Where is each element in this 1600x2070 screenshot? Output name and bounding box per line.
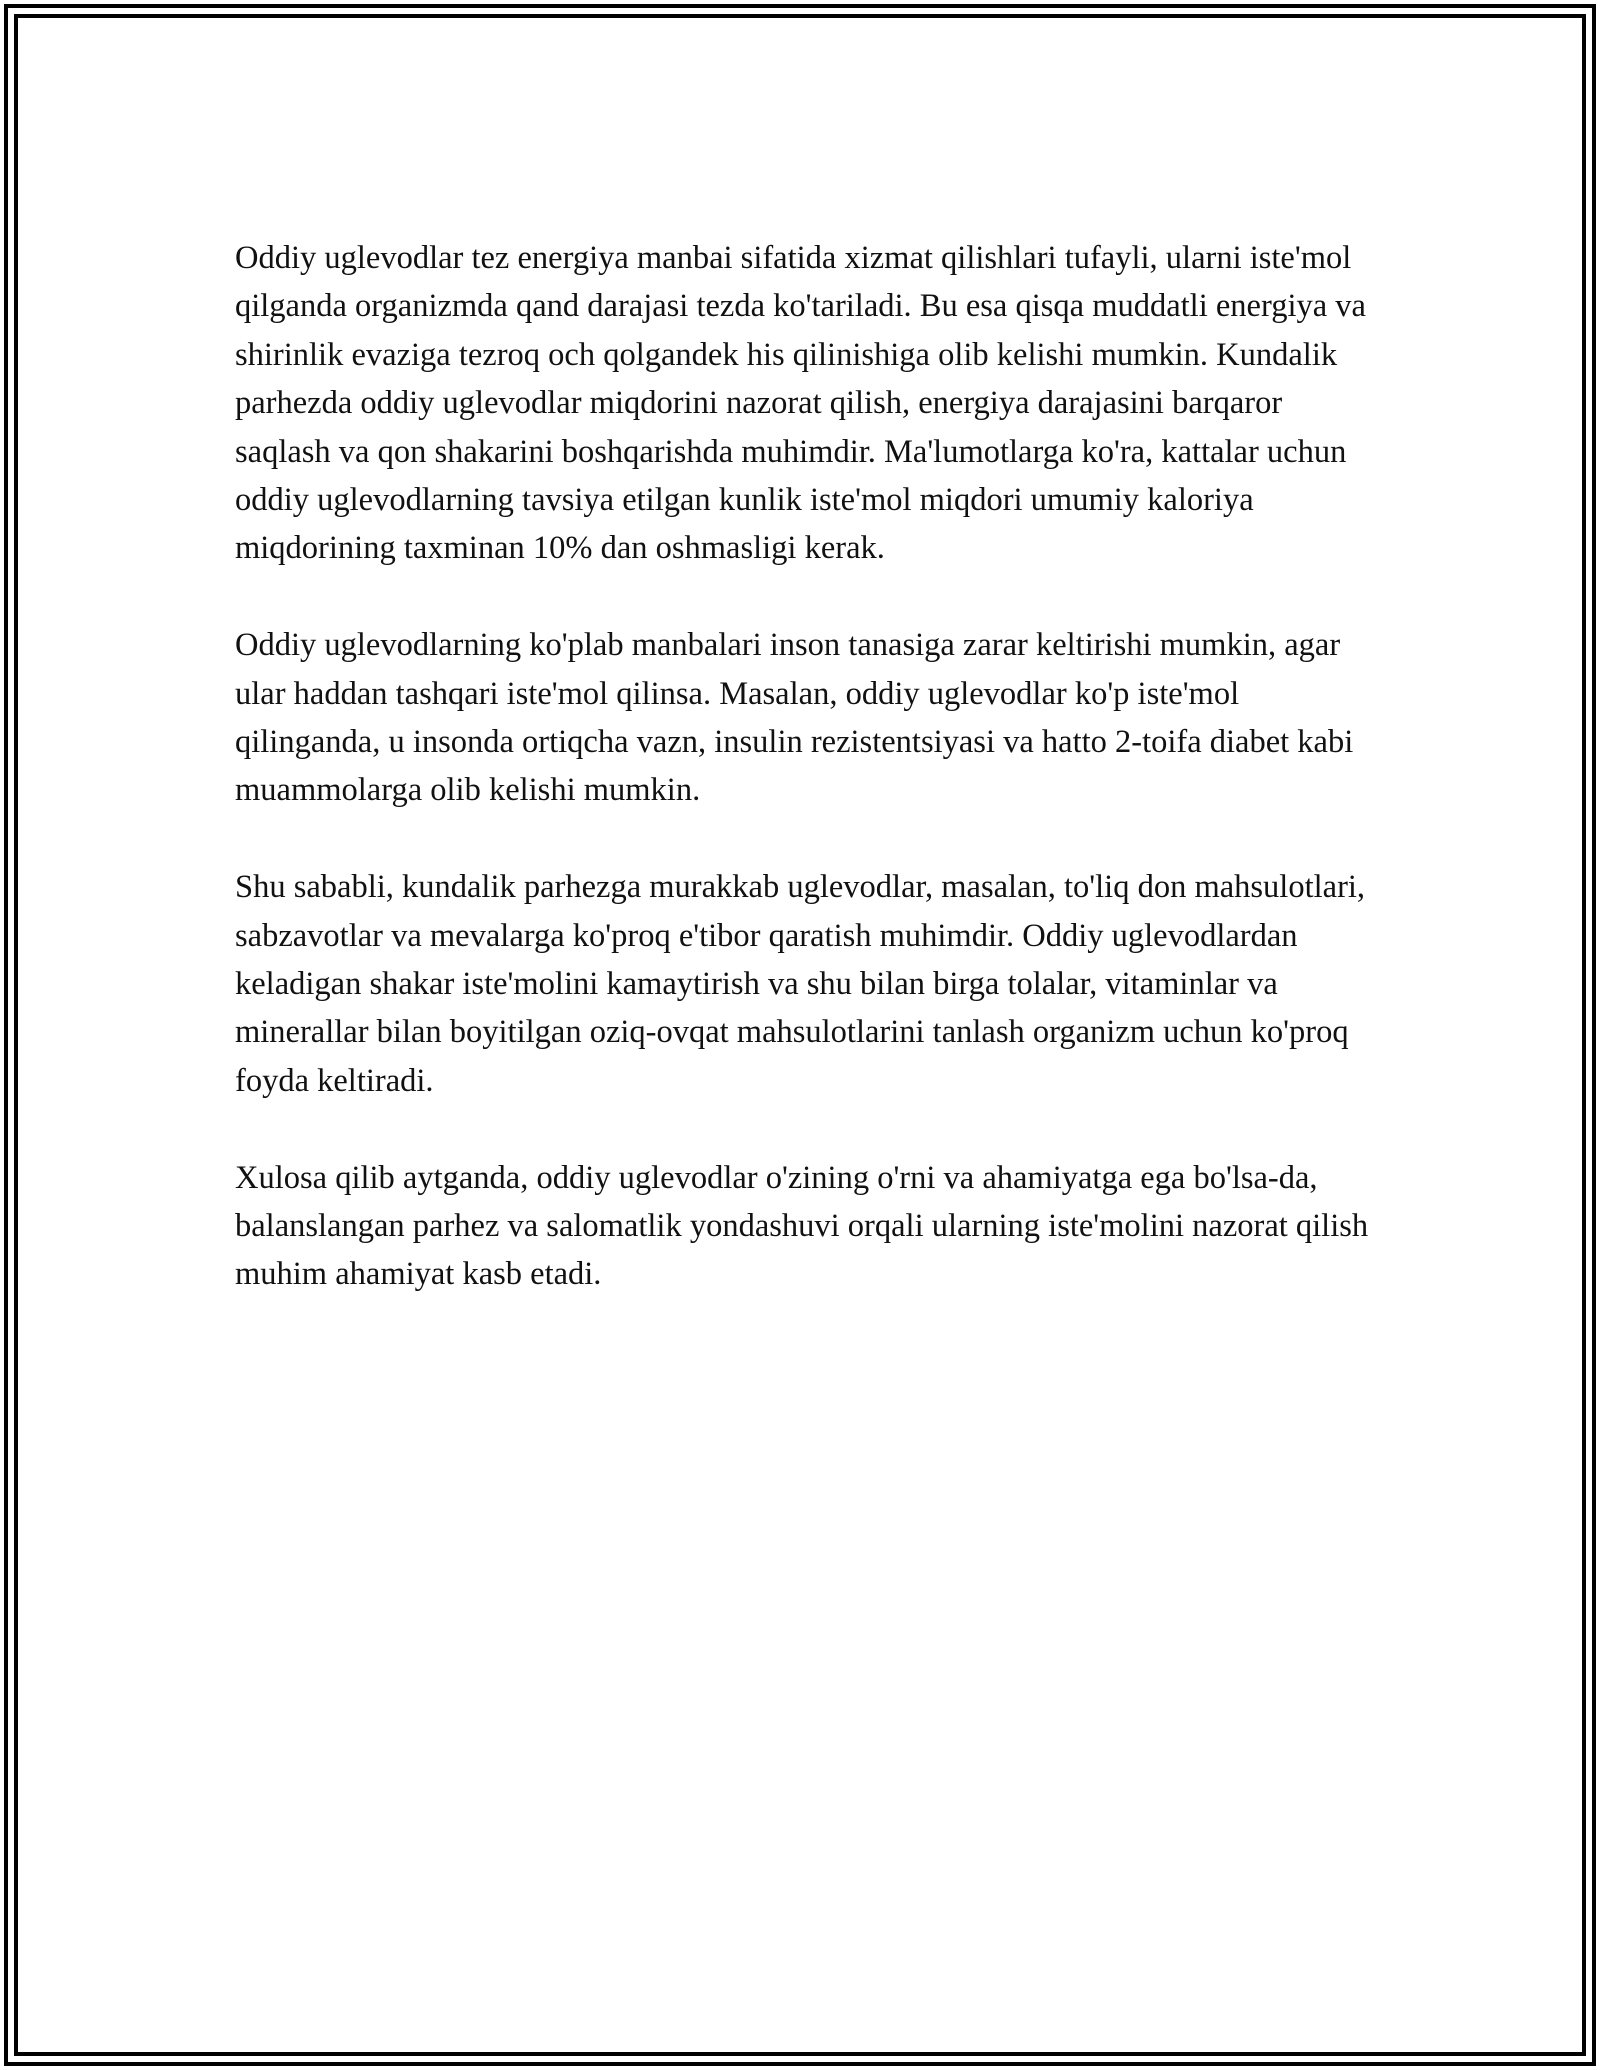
paragraph-1: Oddiy uglevodlar tez energiya manbai sifatida xizmat qilishlari tufayli, ularni iste'mol qilganda organizmda qand darajasi tezda ko'tariladi. Bu esa qisqa muddatli energiya va shirinlik evaziga tezroq och qolgandek his qilinishiga olib kelishi mumkin. Kundalik parhezda oddiy uglevodlar miqdorini nazorat qilish, energiya darajasini barqaror saqlash va qon shakarini boshqarishda muhimdir. Ma'lumotlarga ko'ra, kattalar uchun oddiy uglevodlarning tavsiya etilgan kunlik iste'mol miqdori umumiy kaloriya miqdorining taxminan 10% dan oshmasligi kerak.: [235, 240, 1366, 567]
document-body: [235, 234, 1375, 1347]
paragraph-4: Xulosa qilib aytganda, oddiy uglevodlar o'zining o'rni va ahamiyatga ega bo'lsa-da, balanslangan parhez va salomatlik yondashuvi orqali ularning iste'molini nazorat qilish muhim ahamiyat kasb etadi.: [235, 1159, 1369, 1293]
paragraph-2: Oddiy uglevodlarning ko'plab manbalari inson tanasiga zarar keltirishi mumkin, agar ular haddan tashqari iste'mol qilinsa. Masalan, oddiy uglevodlar ko'p iste'mol qilinganda, u insonda ortiqcha vazn, insulin rezistentsiyasi va hatto 2-toifa diabet kabi muammolarga olib kelishi mumkin.: [235, 627, 1354, 809]
paragraph-3: Shu sababli, kundalik parhezga murakkab uglevodlar, masalan, to'liq don mahsulotlari, sabzavotlar va mevalarga ko'proq e'tibor qaratish muhimdir. Oddiy uglevodlardan keladigan shakar iste'molini kamaytirish va shu bilan birga tolalar, vitaminlar va minerallar bilan boyitilgan oziq-ovqat mahsulotlarini tanlash organizm uchun ko'proq foyda keltiradi.: [235, 869, 1366, 1099]
